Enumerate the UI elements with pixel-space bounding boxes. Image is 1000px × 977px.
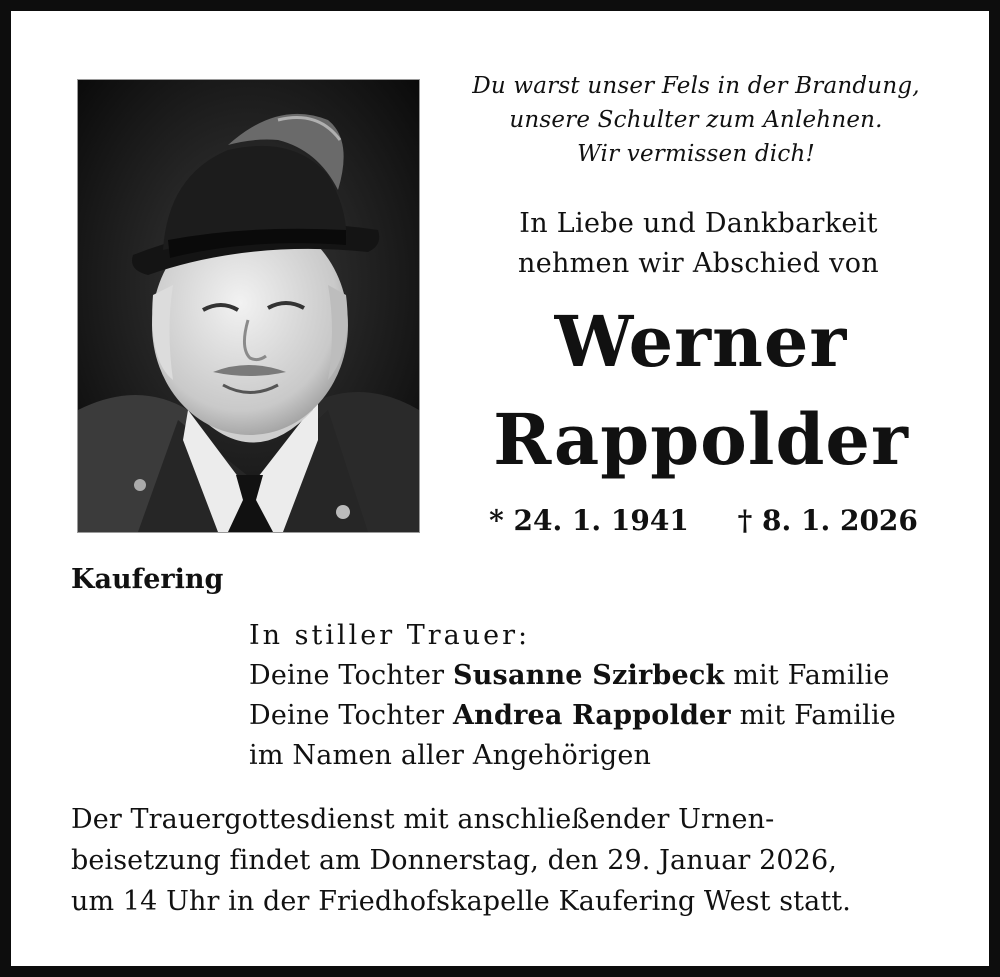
portrait-photo <box>77 79 420 533</box>
mourner-prefix: Deine Tochter <box>249 700 454 731</box>
mourners-heading: In stiller Trauer: <box>249 620 531 651</box>
life-dates <box>431 501 976 541</box>
mourner-suffix: mit Familie <box>730 700 896 731</box>
place-name: Kaufering <box>71 564 224 595</box>
mourners-block <box>249 616 979 776</box>
mourner-name: Andrea Rappolder <box>453 700 731 731</box>
deceased-name <box>441 293 961 489</box>
mourner-row <box>249 696 979 736</box>
deceased-first-name: Werner <box>554 300 848 383</box>
mourner-name: Susanne Szirbeck <box>453 660 725 691</box>
mourner-row <box>249 656 979 696</box>
portrait-image <box>78 80 419 532</box>
memorial-quote <box>426 69 966 171</box>
service-line: um 14 Uhr in der Friedhofskapelle Kaufering West statt. <box>71 886 851 917</box>
farewell-intro <box>431 204 966 284</box>
birth-date: * 24. 1. 1941 <box>489 504 689 537</box>
mourner-suffix: mit Familie <box>724 660 890 691</box>
intro-line: In Liebe und Dankbarkeit <box>519 208 878 239</box>
mourner-prefix: Deine Tochter <box>249 660 454 691</box>
mourners-closing: im Namen aller Angehörigen <box>249 740 652 771</box>
service-line: Der Trauergottesdienst mit anschließender Urnen- <box>71 804 775 835</box>
deceased-last-name: Rappolder <box>493 398 909 481</box>
service-line: beisetzung findet am Donnerstag, den 29. Januar 2026, <box>71 845 837 876</box>
quote-line: Du warst unser Fels in der Brandung, <box>472 73 920 99</box>
service-notice <box>71 799 971 922</box>
death-date: † 8. 1. 2026 <box>737 504 918 537</box>
intro-line: nehmen wir Abschied von <box>518 248 879 279</box>
quote-line: unsere Schulter zum Anlehnen. <box>509 107 883 133</box>
quote-line: Wir vermissen dich! <box>577 141 815 167</box>
